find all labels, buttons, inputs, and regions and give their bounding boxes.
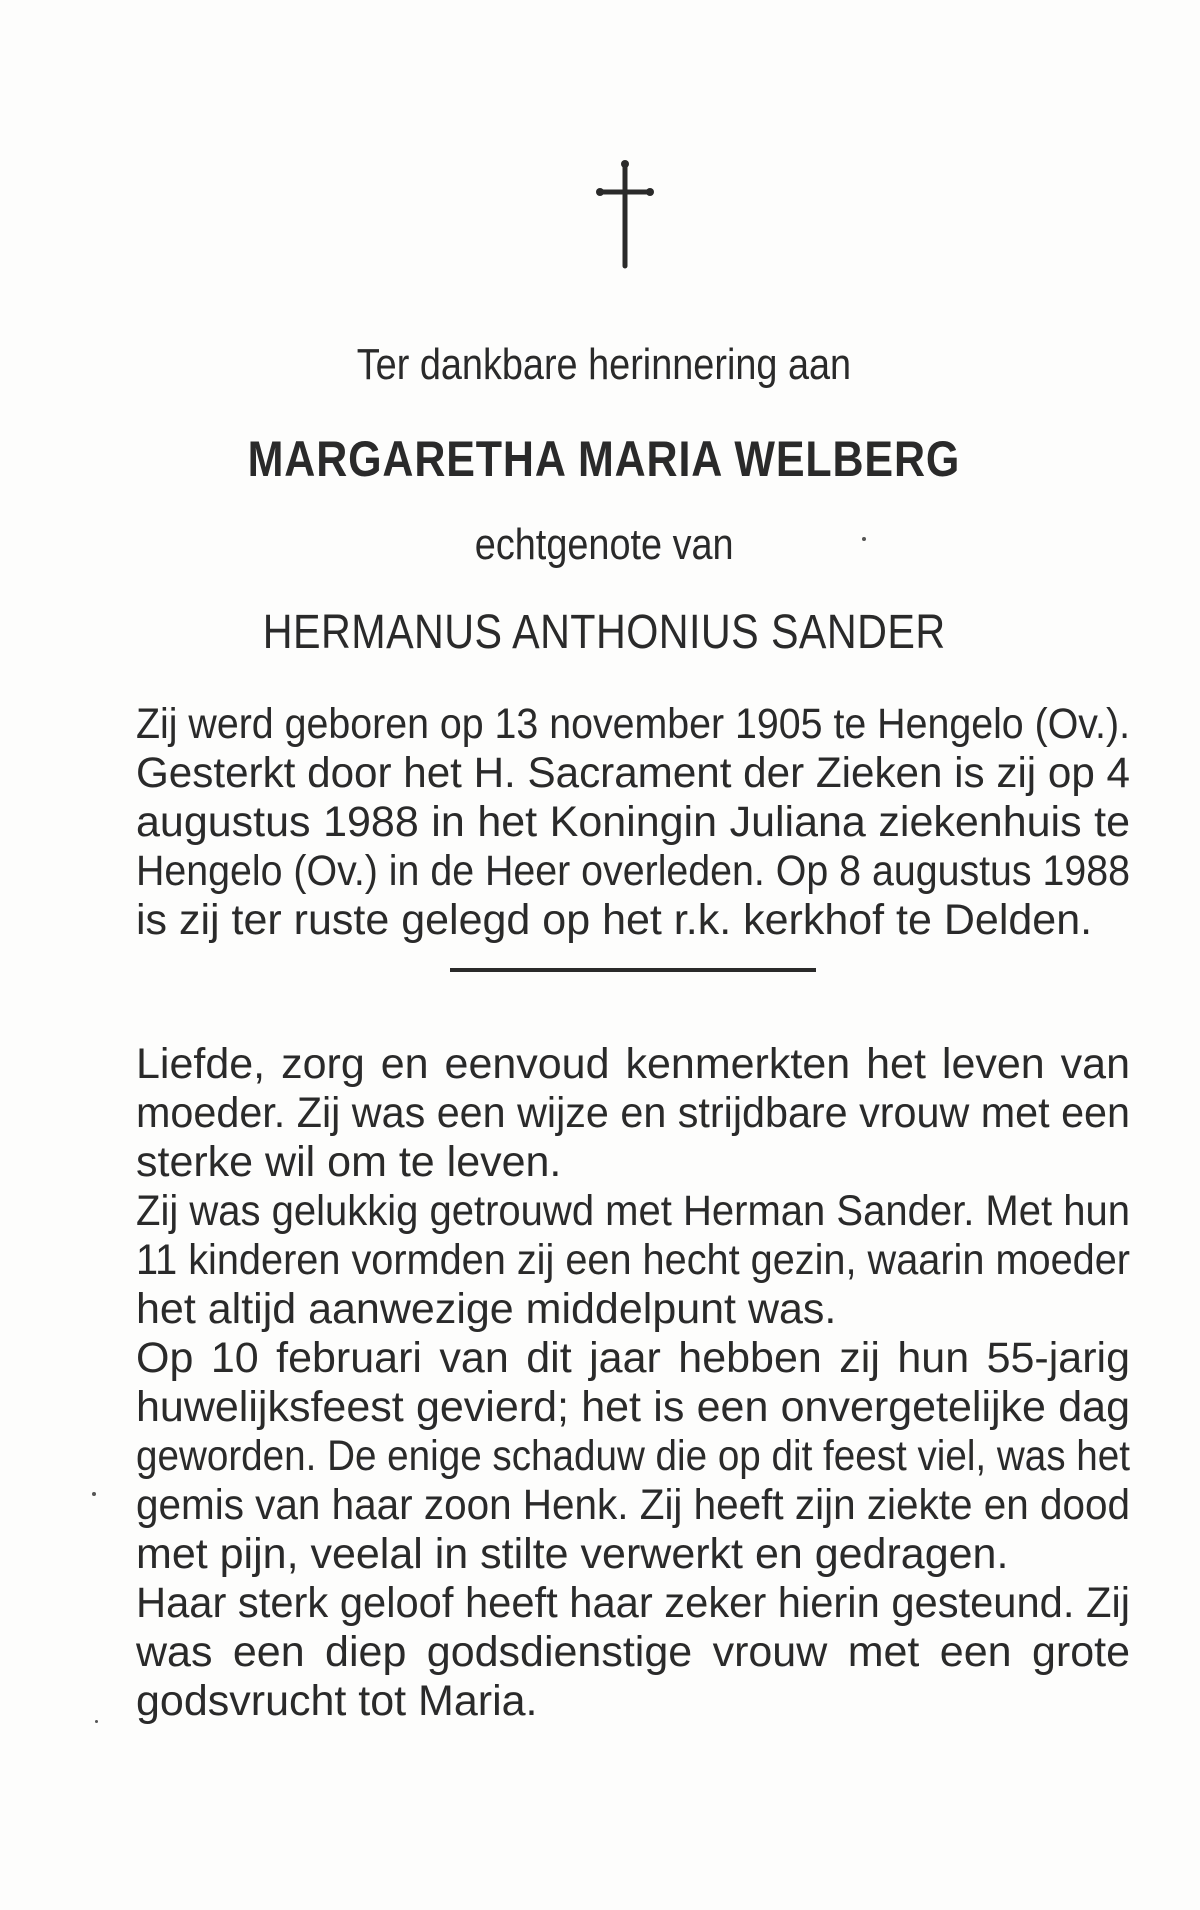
- bio-line: sterke wil om te leven.: [136, 1138, 562, 1186]
- spouse-name: HERMANUS ANTHONIUS SANDER: [262, 606, 946, 659]
- bio-line: Liefde, zorg en eenvoud kenmerkten het leven van: [136, 1040, 1130, 1088]
- bio-line: met pijn, veelal in stilte verwerkt en gedragen.: [136, 1530, 1009, 1578]
- facts-line: Hengelo (Ov.) in de Heer overleden. Op 8 augustus 1988: [136, 847, 1130, 895]
- intro-text: Ter dankbare herinnering aan: [356, 340, 852, 389]
- facts-line: Gesterkt door het H. Sacrament der Zieken is zij op 4: [136, 749, 1130, 797]
- biography-paragraph: [136, 1040, 1130, 1726]
- facts-paragraph: [136, 700, 1130, 945]
- paper-speck: [862, 537, 866, 541]
- bio-line: geworden. De enige schaduw die op dit feest viel, was het: [136, 1432, 1130, 1480]
- bio-line: huwelijksfeest gevierd; het is een onvergetelijke dag: [136, 1383, 1130, 1431]
- facts-line: Zij werd geboren op 13 november 1905 te Hengelo (Ov.).: [136, 700, 1130, 748]
- cross-icon: [590, 160, 660, 270]
- bio-line: Zij was gelukkig getrouwd met Herman Sander. Met hun: [136, 1187, 1130, 1235]
- facts-line: augustus 1988 in het Koningin Juliana ziekenhuis te: [136, 798, 1130, 846]
- bio-line: godsvrucht tot Maria.: [136, 1677, 538, 1725]
- spouse-label: echtgenote van: [474, 520, 734, 569]
- bio-line: Haar sterk geloof heeft haar zeker hierin gesteund. Zij: [136, 1579, 1130, 1627]
- facts-line: is zij ter ruste gelegd op het r.k. kerkhof te Delden.: [136, 896, 1093, 944]
- bio-line: Op 10 februari van dit jaar hebben zij hun 55-jarig: [136, 1334, 1130, 1382]
- bio-line: gemis van haar zoon Henk. Zij heeft zijn ziekte en dood: [136, 1481, 1130, 1529]
- divider-rule: [450, 968, 816, 972]
- bio-line: het altijd aanwezige middelpunt was.: [136, 1285, 837, 1333]
- deceased-name: MARGARETHA MARIA WELBERG: [247, 431, 961, 487]
- bio-line: was een diep godsdienstige vrouw met een grote: [136, 1628, 1130, 1676]
- bio-line: moeder. Zij was een wijze en strijdbare vrouw met een: [136, 1089, 1130, 1137]
- bio-line: 11 kinderen vormden zij een hecht gezin, waarin moeder: [136, 1236, 1130, 1284]
- paper-speck: [92, 1492, 96, 1496]
- paper-speck: [95, 1720, 98, 1723]
